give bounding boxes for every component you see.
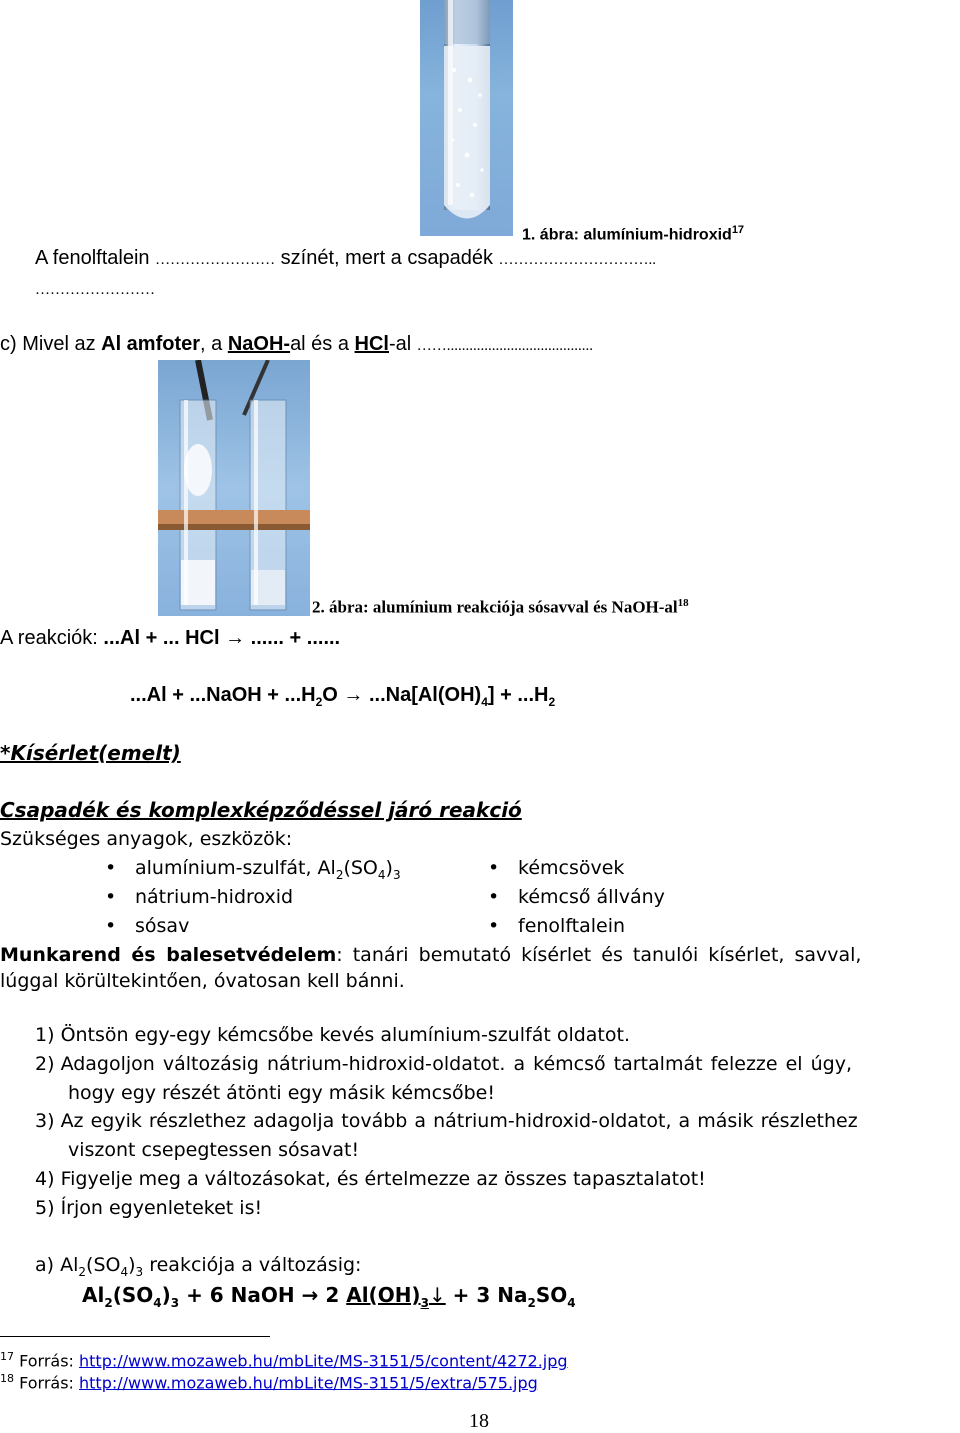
figure-2-photo: [158, 360, 310, 616]
safety-paragraph-line-2: lúggal körültekintően, óvatosan kell bánni.: [0, 970, 405, 992]
amphoter-sentence: c) Mivel az Al amfoter, a NaOH-al és a HCl-al …….......................................: [0, 333, 594, 355]
equipment-item: • kémcsövek: [518, 857, 624, 879]
reactions-line-2: ...Al + ...NaOH + $...H_2O \to ...Na[Al(OH)_4] + ...H_2$: [130, 684, 556, 709]
step-3: 3) Az egyik részlethez adagolja tovább a nátrium-hidroxid-oldatot, a másik részlethez: [35, 1110, 858, 1132]
materials-label: Szükséges anyagok, eszközök:: [0, 828, 293, 850]
step-5: 5) Írjon egyenleteket is!: [35, 1197, 263, 1219]
footnote-17-link[interactable]: http://www.mozaweb.hu/mbLite/MS-3151/5/content/4272.jpg: [79, 1351, 568, 1371]
footnote-17: $^{17}$ Forrás: http://www.mozaweb.hu/mbLite/MS-3151/5/content/4272.jpg: [0, 1350, 568, 1371]
fenolftalein-sentence: A fenolftalein …………………… színét, mert a csapadék …………………………..: [35, 247, 657, 269]
step-2: 2) Adagoljon változásig nátrium-hidroxid-oldatot. a kémcső tartalmát felezze el úgy,: [35, 1053, 853, 1075]
page-number: 18: [469, 1410, 489, 1432]
reactions-line-1: A reakciók: ...Al + ... HCl → ...... + ......: [0, 627, 341, 649]
footnote-18: $^{18}$ Forrás: http://www.mozaweb.hu/mbLite/MS-3151/5/extra/575.jpg: [0, 1372, 538, 1393]
part-a-heading: a) $Al_2(SO_4)_3$ reakciója a változásig:: [35, 1254, 362, 1279]
footnote-18-link[interactable]: http://www.mozaweb.hu/mbLite/MS-3151/5/extra/575.jpg: [79, 1373, 538, 1393]
equation-a: $Al_2(SO_4)_3 + 6$ NaOH → 2 $Al(OH)_3↓ + 3$ $Na_2SO_4$: [82, 1283, 576, 1310]
figure-1-caption: 1. ábra: alumínium-hidroxid$^{17}$: [522, 224, 745, 244]
experiment-title: *Kísérlet(emelt): [0, 741, 181, 765]
material-item: • sósav: [135, 915, 189, 937]
material-item: • nátrium-hidroxid: [135, 886, 293, 908]
section-title: Csapadék és komplexképződéssel járó reakció: [0, 798, 522, 822]
step-2-line-2: hogy egy részét átönti egy másik kémcsőbe!: [68, 1082, 495, 1104]
material-item: • alumínium-szulfát, $Al_2(SO_4)_3$: [135, 857, 401, 882]
step-3-line-2: viszont csepegtessen sósavat!: [68, 1139, 360, 1161]
footnote-separator: [0, 1336, 270, 1337]
equipment-item: • kémcső állvány: [518, 886, 665, 908]
figure-1-photo: [420, 0, 513, 236]
fenolftalein-dots-line: ……………………: [35, 282, 155, 298]
figure-2-caption: 2. ábra: alumínium reakciója sósavval és NaOH-$al^{18}$: [312, 597, 689, 617]
step-4: 4) Figyelje meg a változásokat, és értelmezze az összes tapasztalatot!: [35, 1168, 706, 1190]
step-1: 1) Öntsön egy-egy kémcsőbe kevés alumínium-szulfát oldatot.: [35, 1024, 630, 1046]
equipment-item: • fenolftalein: [518, 915, 625, 937]
safety-paragraph: Munkarend és balesetvédelem: tanári bemutató kísérlet és tanulói kísérlet, savval,: [0, 944, 862, 966]
